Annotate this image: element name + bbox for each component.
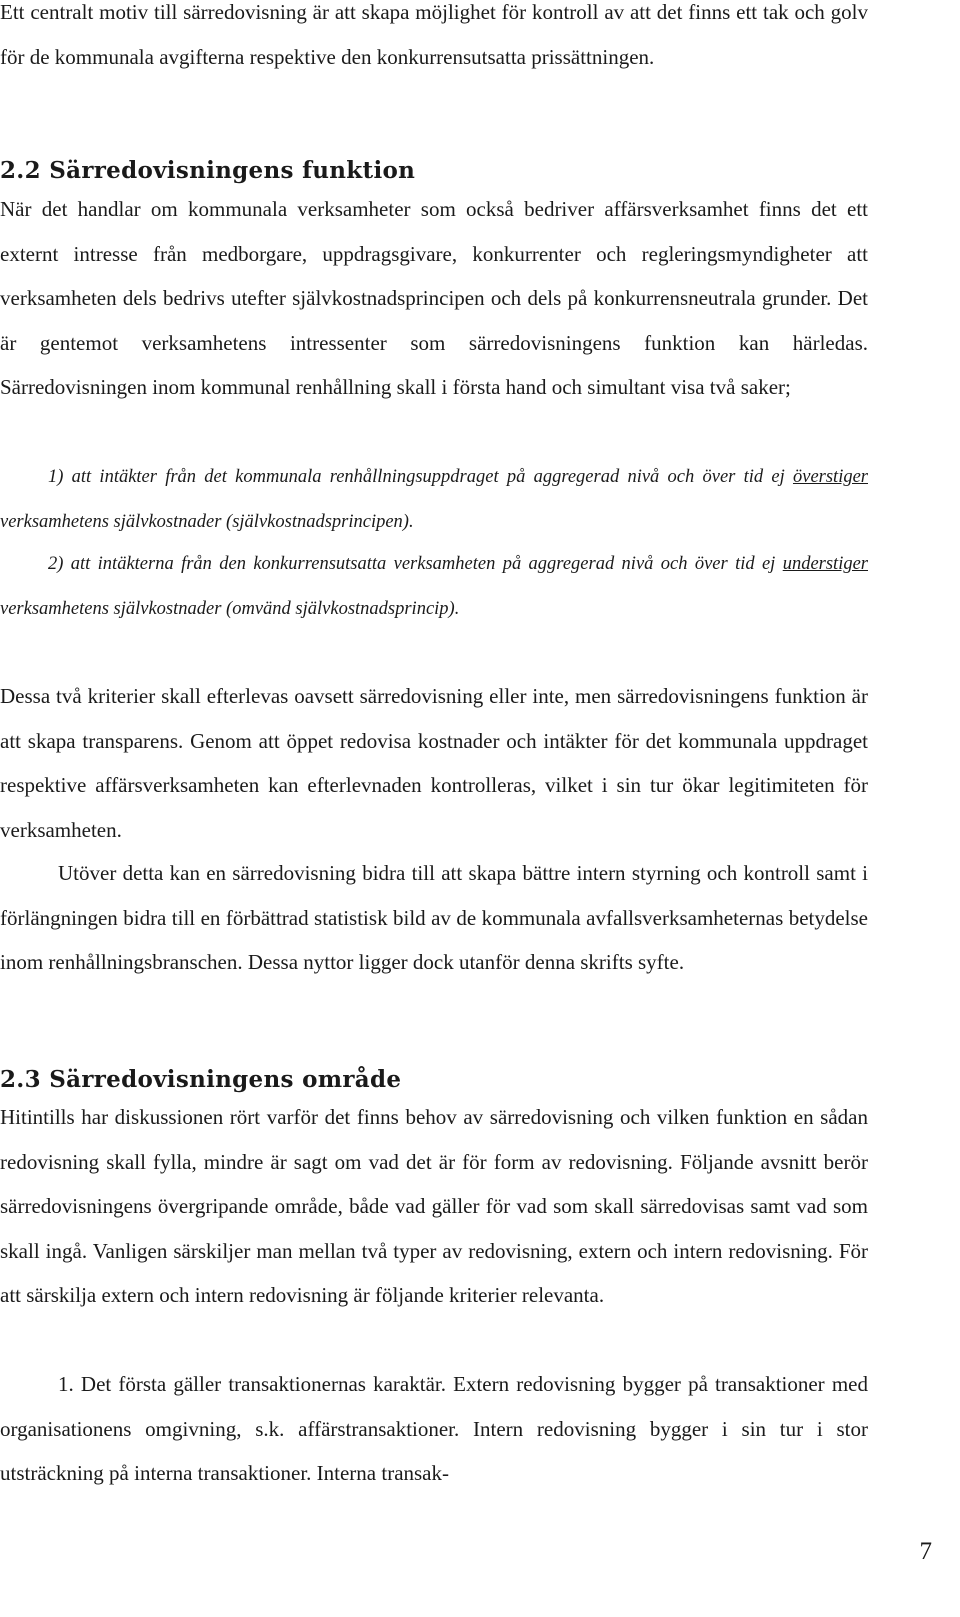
criterion-1-lead: 1) att intäkter från det kommunala renhållningsuppdraget på aggregerad nivå och över tid ej [48, 467, 793, 487]
section-2-3-paragraph-1: Hitintills har diskussionen rört varför det finns behov av särredovisning och vilken funktion en sådan redovisning skall fylla, mindre är sagt om vad det är för form av redovisning. Följande avsnitt berör särredovisningens övergripande område, både vad gäller för vad som skall särredovisas samt vad som skall ingå. Vanligen särskiljer man mellan två typer av redovisning, extern och intern redovisning. För att särskilja extern och intern redovisning är följande kriterier relevanta. [0, 1105, 868, 1307]
criterion-1-underlined: överstiger [792, 467, 868, 487]
intro-paragraph: Ett centralt motiv till särredovisning är att skapa möjlighet för kontroll av att det finns ett tak och golv för de kommunala avgifterna respektive den konkurrensutsatta prissättningen. [0, 0, 868, 69]
section-title: Särredovisningens funktion [49, 157, 416, 184]
criterion-2-rest: verksamhetens självkostnader (omvänd självkostnadsprincip). [0, 599, 460, 619]
criterion-1-rest: verksamhetens självkostnader (självkostnadsprincipen). [0, 512, 414, 532]
section-2-2-paragraph-1: När det handlar om kommunala verksamheter som också bedriver affärsverksamhet finns det ett externt intresse från medborgare, uppdragsgivare, konkurrenter och regleringsmyndigheter att verksamheten dels bedrivs utefter självkostnadsprincipen och dels på konkurrensneutrala grunder. Det är gentemot verksamhetens intressenter som särredovisningens funktion kan härledas. Särredovisningen inom kommunal renhållning skall i första hand och simultant visa två saker; [0, 197, 868, 399]
section-2-3-heading [0, 1065, 401, 1095]
section-2-2-paragraph-3: Utöver detta kan en särredovisning bidra till att skapa bättre intern styrning och kontroll samt i förlängningen bidra till en förbättrad statistisk bild av de kommunala avfallsverksamheternas betydelse inom renhållningsbranschen. Dessa nyttor ligger dock utanför denna skrifts syfte. [0, 861, 868, 974]
criterion-2-underlined: understiger [782, 554, 868, 574]
criterion-item-1 [0, 455, 868, 545]
section-number: 2.3 [0, 1066, 41, 1093]
section-2-2-paragraph-2: Dessa två kriterier skall efterlevas oavsett särredovisning eller inte, men särredovisningens funktion är att skapa transparens. Genom att öppet redovisa kostnader och intäkter för det kommunala uppdraget respektive affärsverksamheten kan efterlevnaden kontrolleras, vilket i sin tur ökar legitimiteten för verksamheten. [0, 684, 868, 842]
criterion-2-lead: 2) att intäkterna från den konkurrensutsatta verksamheten på aggregerad nivå och över tid ej [48, 554, 783, 574]
section-2-3-paragraph-2: 1. Det första gäller transaktionernas karaktär. Extern redovisning bygger på transaktioner med organisationens omgivning, s.k. affärstransaktioner. Intern redovisning bygger i sin tur i stor utsträckning på interna transaktioner. Interna transak- [0, 1372, 868, 1485]
page-number: 7 [919, 1538, 932, 1565]
section-title: Särredovisningens område [49, 1066, 402, 1093]
section-2-2-heading [0, 156, 415, 186]
criterion-item-2 [0, 542, 868, 632]
section-number: 2.2 [0, 157, 41, 184]
